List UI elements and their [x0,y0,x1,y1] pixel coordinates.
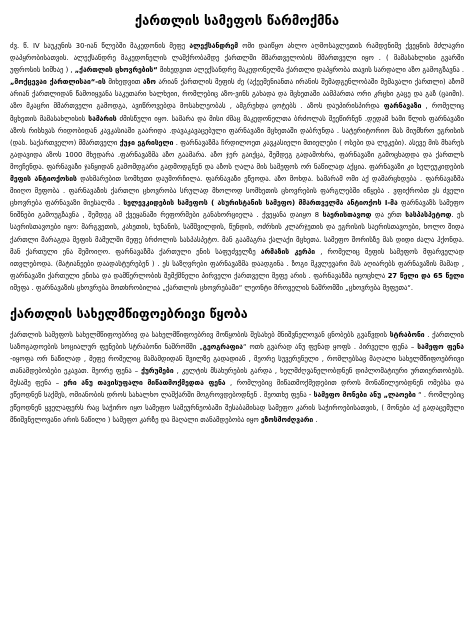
text-run: , რომელიც მეფის სამეფოს მფარველად ითვლებოდა. (მატიანეები დაადასტურებენ ) . ეს საზღვრები ფარნავაზმა დაადგინა . ზოგი მკვლევარი მას აღიარებს ფარნავაზის მამად , ფარნავაზი ქართული ენისა და დამწერლობის შემქმნელი პირველი ქართველი მეფე არის . ფარნავაზმა იცოცხლა [10,247,464,280]
text-run: . ეს საერისთავოები იყო: მარგვეთის, კახეთის, ხუნანის, სამშვილდის, წუნდის, ოძრხის კლარჯეთის და ეგრისის საერისთავოები, ხოლო შიდა ქართლი მარაგდა მეფის მამულში მეფე ბრძოლის სასპასპეტო. მან გაამაგრა ქალაქი მცხეთა. სამეფო შორისზე მას დიდი ძალა ჰქონდა. მან ქართული ენა შემოიღო. ფარნავაზმა ქართული ენის საფუძველზე [10,211,465,256]
text-run: ქართლის სამეფოს სახელმწიფოებრივ და სახელმწიფოებრივ მოწყობის შესახებ მნიშვნელოვან ცნობებს გვაწვდის [10,330,390,339]
text-run: , რომლებიც მიწათმოქმედებით დროს მონაწილეობდნენ ომებსა და ეწეოდნენ საქმეს, ომიანობის დროს სახალხო ლაშქარში მოგროვდებოდნენ . მეოთხე ფენა - [10,379,464,400]
text-run: “ . რომლებიც ეწეოდნენ ყველაფერს რაც საჭირო იყო სამეფო სამეურნეობაში შესაბამისად სამეფო კარის საჭიროებისათვის, ( მონები აქ გადაცემული მნიშვნელოვანი არის ნაწილი ) სამეფო კარზე და მაღალი თანამდებობა იყო [10,391,464,424]
bold-term: ეზოსმოძღვარი [260,415,314,424]
bold-term: სამეფო ფენა [417,343,464,352]
bold-term: მეფის ანტიოქოსის [10,175,77,184]
bold-term: სტრაბონი [389,330,425,339]
text-run: , კულტის მსახურების გარდა , ხელმძღვანელობდნენ დიპლომატიური ურთიერთობებს. მესამე ფენა – [10,367,464,388]
text-run: ომი დაიწყო ახლო აღმოსავლეთის რამდენიმე ქვეყნის მძლავრი დაპყრობისათვის. ალექსანდრე მაკედონელის ლაშქრობამდე ქართლში მმართველობის მმართველი იყო . ( მამასახლისი გვარში უფროსის სიმხაე ) , [10,42,464,75]
text-run: ძვ. წ. IV საუკუნის 30-იან წლებში მაკედონის მეფე [10,42,190,50]
page-title: ქართლის სამეფოს წარმოქმნა [134,14,340,29]
text-run: -იყოფა ორ ნაწილად , მეფე რომელიც მამამდიდან შვილზე გადადიან , მეორე სუვერენული , რომლებსაც მაღალი სახელმწიფოებრივი თანამდებობები ეკავათ. მეორე ფენა – [10,355,464,376]
text-run: . [313,415,318,424]
text-run: არიან ქართლის მეფის ძე (აქეემენიანთა ირანის შემადგენლობაში მემავალი ქართლი) აზომ არიან ქართლიდან წამოიყვანა საკუთარი ხალხეიი, რომლებიც აზო-ვინს გახადა და მცხეთაში აამპართა ორი კრცხი გაცე და გაზ (ცაიმი). აზო მკაცრი მმართველი გამოდგა, ავიწროვებდა მოსახლეობას , ამგრეხდა ცოტებს . აზოს დაუპირისპირდა [10,78,464,111]
bold-term: სამეფო მონები ანუ „ლაოები [313,391,416,400]
bold-term: გეოგრაფია [202,343,243,352]
text-run: “ ოთხ გვარად ანუ ფენად ყოფს . პირველი ფენა – [242,343,418,352]
text-run: ფარნავაზს სამეფო ნიშნები გამოუგზავნა , შემდეგ ამ ქვეყანაში რეფორმები განახორციელა . ქვეყანა დაიყო 8 [10,199,464,220]
bold-term: სასპასპეტოდ [405,211,452,220]
text-run: იმეფა . ფარნავაზის ცხოვრება მოთხრობილია „ქართლის ცხოვრებაში“ ლეონტი მროველის ნაშრომში „ცხოვრება მეფეთა“. [10,283,414,292]
paragraph-state-structure [10,329,464,426]
bold-term: ქუჯი ეგრისელი [119,138,174,147]
bold-term: „ქართლის ცხოვრების“ [74,66,158,75]
bold-term: სამარის [88,114,117,123]
text-run: ძმისწული იყო. სამარა და მისი ძმაც მაკედონელთა ბრძოლას შეეწირნენ .დედამ ხამი წლის ფარნავაზი აზოს რისხვას რიდობიდან კავკასიაში გაარიდა .დავაკავაცებული ფარნავაზი მცხეთაში დაბრუნდა . სატერიტორიო მას მიუმხრო ეგრისის (დას. საქართველო) მმართველი [10,114,464,147]
text-run: დახმარებით სომხეთი დაუმორჩილა. ფარნავაზი ეწეოდა. აზო მოხდა. სამარამ ომი აქ დამარცხდება . ფარნავაზმა მიიღო მეფობა . ფარნავაზის ქართლი ცხოვრობა სრულად მხოლოდ სომხეთის ცხოვრების ფარგლებში იწყება . ვფიქრობთ ეს ძველი ცხოვრება ფარნავაზი მიესალმა . [10,175,464,208]
bold-term: არმაზის კერპი [260,247,316,256]
bold-term: 27 წელი და 65 წელი [387,271,464,280]
bold-term: „მოქცევაი ქართლისაი“-ის [10,78,106,87]
text-run: მიხედვით ალექსანდრე მაკედონელმა ქართლი დაპყრობა თავის სარდალი აზო გამოგზავნა . [157,66,465,75]
text-run: . ქართლის საზოგადოების სოციალურ ფენების სტრაბონი ნაშრომში „ [10,330,464,352]
bold-term: სელევკიდების სამეფოს ( ასურისტანის სამეფო) მმართველმა ანტიოქოს I-მა [123,199,398,208]
text-run: . ფარნავაზმა ჩრდილოეთ კავკასიელი მთიელები ( ოსები და ლეკები). ასევე მის მხარეს გადავიდა აზოს 1000 მხედარა .ფარნავაზმა აზო გაამარა. აზო ჯერ გაიქცა, შემდეგ გადამოხრა, ფარნავაზი გამოცხადდა და ქართლს მოეჩენდა. ფარნავაზი ჯანყიდან გამომდგარი გადმოდგნენ და აზოს ღალა მის სამეფოს ორ ნაწილად აქცია. ფარნავაზი კი სელეუკიდების [10,138,464,171]
paragraph-farnavaz-history [10,40,464,294]
bold-term: ალექსანდრემ [189,42,239,50]
bold-term: აზო [142,78,156,87]
text-run: , რომელიც მცხეთის მამასახლისის [10,102,464,123]
section-heading: ქართლის სახელმწიფოებრივი წყობა [10,305,248,321]
bold-term: ფარნავაზი [383,102,422,111]
text-run: მიხედვით [105,78,143,87]
bold-term: საერისთავოდ [322,211,372,220]
bold-term: ერი ანუ თავისუფალი მიწათმოქმედთა ფენა [63,379,226,388]
text-run: და ერთ [371,211,406,220]
bold-term: ქურუმები [141,367,174,376]
